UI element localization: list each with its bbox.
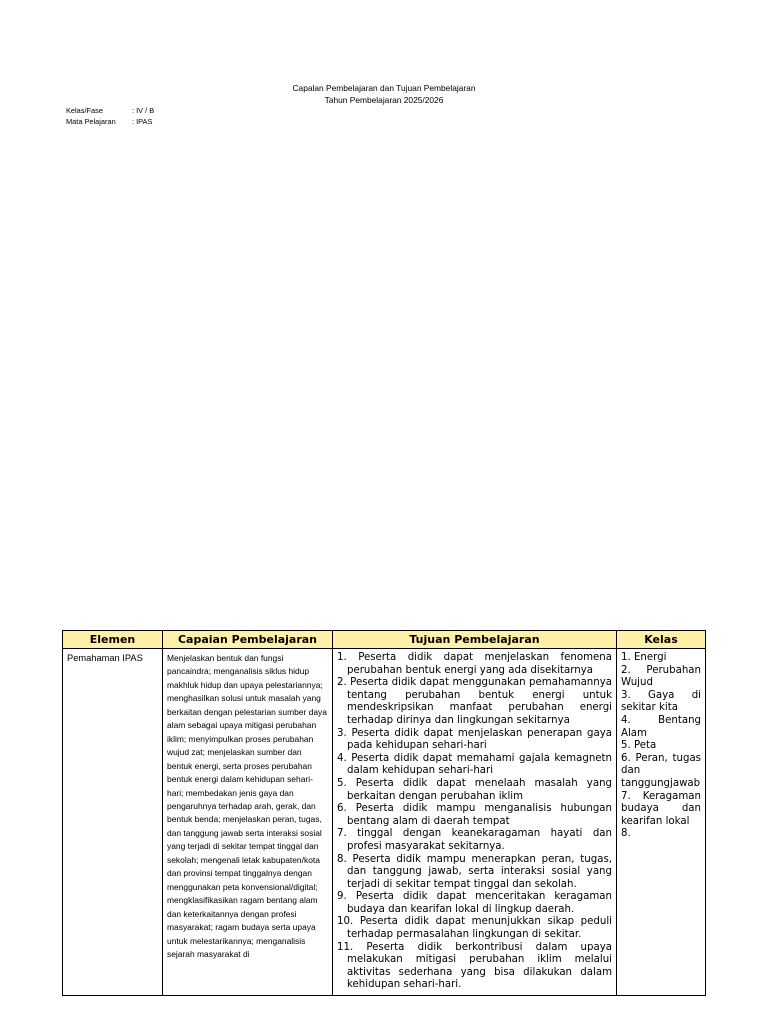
tujuan-item-number: 11.	[337, 941, 367, 953]
meta-mapel-row	[66, 117, 154, 128]
tujuan-item	[337, 828, 612, 853]
cell-kelas	[617, 649, 706, 996]
document-subtitle: Tahun Pembelajaran 2025/2026	[324, 95, 444, 105]
kelas-list	[621, 652, 701, 841]
tujuan-item-text: Peserta didik dapat menjelaskan penerapan gaya pada kehidupan sehari-hari	[347, 727, 612, 752]
tujuan-item-text: Peserta didik dapat menunjukkan sikap peduli terhadap permasalahan lingkungan di sekitar.	[347, 916, 612, 941]
tujuan-item-number: 2.	[337, 677, 351, 689]
document-header	[0, 82, 768, 106]
tujuan-item-number: 10.	[337, 916, 360, 928]
tujuan-item-number: 1.	[337, 652, 359, 663]
tujuan-item-text: Peserta didik dapat memahami gajala kemagnetn dalam kehidupan sehari-hari	[347, 752, 612, 777]
kelas-item: 6. Peran, tugas dan tanggungjawab	[621, 752, 701, 789]
tujuan-item-text: Peserta didik dapat menceritakan keragaman budaya dan kearifan lokal di lingkup daerah.	[347, 891, 613, 915]
document-title: Capalan Pembelajaran dan Tujuan Pembelajaran	[292, 83, 476, 93]
table-row	[63, 649, 706, 996]
tujuan-item-text: Peserta didik berkontribusi dalam upaya melakukan mitigasi perubahan iklim melalui aktivitas sederhana yang bisa dilakukan dalam kehidupan sehari-hari.	[347, 941, 612, 991]
tujuan-item-text: Peserta didik dapat menggunakan pemahamannya tentang perubahan bentuk energi untuk mendeskripsikan manfaat perubahan energi terhadap dirinya dan lingkungan sekitarnya	[347, 677, 612, 726]
document-meta	[66, 106, 154, 127]
cell-tujuan	[333, 649, 617, 996]
tujuan-item	[337, 916, 612, 941]
tujuan-item-number: 5.	[337, 777, 356, 789]
header-capaian: Capaian Pembelajaran	[163, 631, 333, 649]
tujuan-item	[337, 891, 612, 916]
kelas-item: 3. Gaya di sekitar kita	[621, 689, 701, 714]
tujuan-item	[337, 778, 612, 803]
tujuan-item-number: 9.	[337, 891, 356, 903]
tujuan-item-text: Peserta didik mampu menganalisis hubungan bentang alam di daerah tempat	[347, 803, 612, 827]
meta-mapel-label: Mata Pelajaran	[66, 116, 116, 126]
header-elemen: Elemen	[63, 631, 163, 649]
tujuan-item-number: 4.	[337, 752, 352, 764]
tujuan-item	[337, 652, 612, 677]
cell-capaian: Menjelaskan bentuk dan fungsi pancaindra; menganalisis siklus hidup makhluk hidup dan upaya pelestariannya; menghasilkan solusi untuk masalah yang berkaitan dengan pelestarian sumber daya alam sebagai upaya mitigasi perubahan iklim; menyimpulkan proses perubahan wujud zat; menjelaskan sumber dan bentuk energi, serta proses perubahan bentuk energi dalam kehidupan sehari-hari; membedakan jenis gaya dan pengaruhnya terhadap arah, gerak, dan bentuk benda; menjelaskan peran, tugas, dan tanggung jawab serta interaksi sosial yang terjadi di sekitar tempat tinggal dan sekolah; mengenali letak kabupaten/kota dan provinsi tempat tinggalnya dengan menggunakan peta konvensional/digital; mengklasifikasikan ragam bentang alam dan keterkaitannya dengan profesi masyarakat; ragam budaya serta upaya untuk melestarikannya; menganalisis sejarah masyarakat di	[163, 649, 333, 996]
table-header-row	[63, 631, 706, 649]
kelas-item: 5. Peta	[621, 740, 657, 752]
tujuan-item-number: 6.	[337, 803, 356, 815]
tujuan-item	[337, 803, 612, 828]
header-tujuan: Tujuan Pembelajaran	[333, 631, 617, 649]
tujuan-item-text: Peserta didik dapat menelaah masalah yang berkaitan dengan perubahan iklim	[347, 777, 612, 802]
cp-tp-table	[62, 630, 706, 996]
tujuan-list	[337, 652, 612, 992]
meta-kelas-label: Kelas/Fase	[66, 106, 103, 115]
header-kelas: Kelas	[617, 631, 706, 649]
tujuan-item-text: tinggal dengan keanekaragaman hayati dan profesi masyarakat sekitarnya.	[347, 828, 612, 852]
kelas-item: 2. Perubahan Wujud	[621, 664, 701, 689]
tujuan-item-number: 3.	[337, 727, 352, 739]
tujuan-item	[337, 942, 612, 992]
tujuan-item	[337, 854, 612, 892]
tujuan-item-text: Peserta didik mampu menerapkan peran, tugas, dan tanggung jawab, serta interaksi sosial yang terjadi di sekitar tempat tinggal dan sekolah.	[347, 853, 612, 890]
tujuan-item	[337, 753, 612, 778]
tujuan-item-text: Peserta didik dapat menjelaskan fenomena perubahan bentuk energi yang ada disekitarnya	[347, 652, 612, 676]
meta-kelas-row	[66, 106, 154, 117]
meta-mapel-value: : IPAS	[132, 116, 153, 126]
kelas-item: 1. Energi	[621, 652, 667, 663]
kelas-item: 7. Keragaman budaya dan kearifan lokal	[621, 790, 701, 827]
tujuan-item	[337, 677, 612, 727]
cell-elemen: Pemahaman IPAS	[63, 649, 163, 996]
tujuan-item-number: 7.	[337, 828, 358, 840]
tujuan-item	[337, 728, 612, 753]
tujuan-item-number: 8.	[337, 853, 353, 865]
meta-kelas-value: : IV / B	[132, 106, 155, 115]
kelas-item: 4. Bentang Alam	[621, 714, 701, 739]
kelas-item: 8.	[621, 828, 631, 840]
